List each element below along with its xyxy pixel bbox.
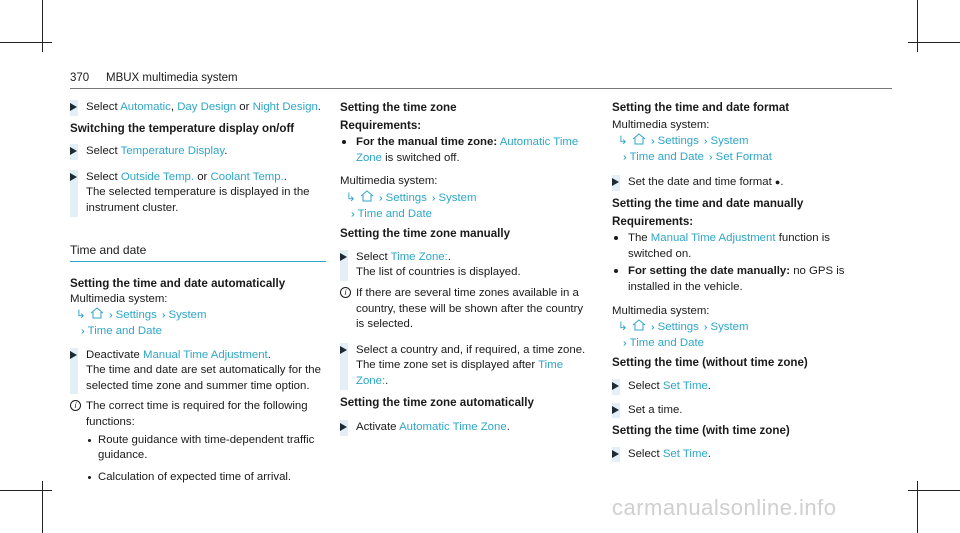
requirement-item: For the manual time zone: Automatic Time Zone is switched off. — [340, 135, 594, 166]
arrow-icon — [612, 382, 619, 390]
chevron-right-icon: ›› — [379, 192, 380, 204]
link-manual-time-adjustment[interactable]: Manual Time Adjustment — [142, 348, 268, 361]
link-set-time[interactable]: Set Time — [662, 379, 708, 392]
section-title: Time and date — [70, 242, 147, 257]
chevron-right-icon: ›› — [703, 136, 705, 148]
chevron-right-icon: ›› — [703, 322, 705, 334]
watermark: carmanualsonline.info — [612, 495, 837, 520]
path-system[interactable]: System — [710, 321, 749, 334]
radio-dot-icon: ● — [774, 177, 781, 188]
instruction-step: Select Set Time. — [612, 379, 868, 395]
multimedia-label: Multimedia system: — [612, 118, 710, 131]
menu-path — [612, 133, 868, 165]
link-manual-time-adjustment[interactable]: Manual Time Adjustment — [650, 232, 776, 245]
home-icon[interactable] — [360, 190, 374, 202]
column-2 — [340, 100, 594, 441]
link-set-time[interactable]: Set Time — [662, 447, 708, 460]
page-number: 370 — [70, 72, 90, 84]
arrow-icon — [70, 351, 77, 359]
path-set-format[interactable]: Set Format — [715, 150, 772, 163]
crop-mark — [42, 0, 43, 52]
menu-path — [612, 319, 868, 351]
link-time-zone[interactable]: Time Zone: — [390, 250, 448, 263]
path-settings[interactable]: Settings — [385, 191, 427, 204]
arrow-icon — [612, 406, 619, 414]
section-header — [70, 243, 326, 263]
chevron-right-icon: ›› — [708, 151, 710, 163]
step-result: The selected temperature is displayed in the instrument cluster. — [86, 186, 310, 214]
link-night-design[interactable]: Night Design — [252, 101, 318, 113]
crop-mark — [0, 42, 52, 43]
heading-time-zone: Setting the time zone — [340, 101, 457, 114]
crop-mark — [917, 0, 918, 52]
return-arrow-icon: ↳ — [618, 135, 628, 148]
multimedia-label: Multimedia system: — [612, 304, 710, 317]
heading-temperature-display: Switching the temperature display on/off — [70, 121, 295, 135]
chevron-right-icon: ›› — [651, 136, 652, 148]
path-time-date[interactable]: Time and Date — [357, 207, 432, 220]
return-arrow-icon: ↳ — [76, 309, 86, 322]
heading-zone-auto: Setting the time zone automatically — [340, 395, 534, 409]
info-icon: i — [340, 287, 351, 298]
heading-date-format: Setting the time and date format — [612, 101, 790, 114]
chevron-right-icon: ›› — [623, 337, 624, 349]
path-time-date[interactable]: Time and Date — [87, 324, 162, 337]
list-item: Calculation of expected time of arrival. — [86, 470, 326, 486]
instruction-step: Select Temperature Display. — [70, 144, 326, 160]
arrow-icon — [340, 253, 347, 261]
link-automatic-time-zone[interactable]: Automatic Time Zone — [356, 136, 579, 164]
instruction-step: Select Time Zone:. The list of countries is displayed. — [340, 250, 594, 281]
path-system[interactable]: System — [710, 135, 749, 148]
arrow-icon — [70, 147, 77, 155]
arrow-icon — [612, 178, 619, 186]
multimedia-label: Multimedia system: — [70, 292, 168, 305]
link-coolant-temp[interactable]: Coolant Temp. — [210, 170, 284, 183]
path-settings[interactable]: Settings — [657, 321, 699, 334]
instruction-step: Deactivate Manual Time Adjustment. The time and date are set automatically for the selected time zone and summer time option. — [70, 348, 326, 395]
heading-time-with-zone: Setting the time (with time zone) — [612, 424, 790, 438]
step-result: The list of countries is displayed. — [356, 266, 521, 279]
instruction-step: Activate Automatic Time Zone. — [340, 420, 594, 436]
link-automatic[interactable]: Automatic — [120, 101, 171, 113]
path-system[interactable]: System — [438, 191, 477, 204]
requirement-item: For setting the date manually: no GPS is installed in the vehicle. — [612, 264, 868, 295]
info-icon: i — [70, 400, 81, 411]
page-header — [70, 70, 892, 89]
path-system[interactable]: System — [168, 309, 207, 322]
instruction-step: Set the date and time format ●. — [612, 175, 868, 191]
return-arrow-icon: ↳ — [618, 321, 628, 334]
list-item: Route guidance with time-dependent traffic guidance. — [86, 433, 326, 464]
chevron-right-icon: ›› — [161, 310, 163, 322]
instruction-step: Select a country and, if required, a time zone. The time zone set is displayed after Time Zone:. — [340, 343, 594, 390]
menu-path — [70, 307, 326, 339]
column-3 — [612, 100, 868, 467]
multimedia-label: Multimedia system: — [340, 175, 438, 188]
link-day-design[interactable]: Day Design — [177, 101, 237, 113]
arrow-icon — [612, 450, 619, 458]
chevron-right-icon: ›› — [109, 310, 110, 322]
heading-time-no-zone: Setting the time (without time zone) — [612, 356, 808, 370]
path-time-date[interactable]: Time and Date — [629, 336, 704, 349]
instruction-step: Select Set Time. — [612, 447, 868, 463]
link-time-zone[interactable]: Time Zone: — [356, 359, 564, 387]
info-note: i If there are several time zones available in a country, these will be shown after the country is selected. — [340, 286, 594, 333]
instruction-step: Select Outside Temp. or Coolant Temp.. The selected temperature is displayed in the instrument cluster. — [70, 170, 326, 217]
arrow-icon — [70, 173, 77, 181]
link-outside-temp[interactable]: Outside Temp. — [120, 170, 195, 183]
chevron-right-icon: ›› — [431, 192, 433, 204]
requirement-item: The Manual Time Adjustment function is switched on. — [612, 231, 868, 262]
return-arrow-icon: ↳ — [346, 191, 356, 204]
chevron-right-icon: ›› — [623, 151, 624, 163]
heading-zone-manual: Setting the time zone manually — [340, 227, 511, 241]
info-note: i The correct time is required for the following functions: Route guidance with time-dependent traffic guidance. Calculation of expected time of arrival. — [70, 399, 326, 485]
arrow-icon — [340, 423, 347, 431]
instruction-step: Select Automatic, Day Design or Night Design. — [70, 100, 326, 116]
path-settings[interactable]: Settings — [115, 309, 157, 322]
crop-mark — [908, 490, 960, 491]
crop-mark — [908, 42, 960, 43]
requirements-label: Requirements: — [340, 118, 422, 132]
heading-auto-time: Setting the time and date automatically — [70, 277, 286, 291]
chevron-right-icon: ›› — [81, 325, 82, 337]
column-1 — [70, 100, 326, 488]
path-settings[interactable]: Settings — [657, 135, 699, 148]
chevron-right-icon: ›› — [351, 208, 352, 220]
path-time-date[interactable]: Time and Date — [629, 150, 704, 163]
chevron-right-icon: ›› — [651, 322, 652, 334]
home-icon[interactable] — [90, 307, 104, 319]
crop-mark — [0, 490, 52, 491]
home-icon[interactable] — [632, 319, 646, 331]
heading-date-manual: Setting the time and date manually — [612, 196, 804, 210]
crop-mark — [42, 481, 43, 533]
home-icon[interactable] — [632, 133, 646, 145]
requirements-label: Requirements: — [612, 214, 694, 228]
arrow-icon — [70, 103, 77, 111]
crop-mark — [917, 481, 918, 533]
link-temperature-display[interactable]: Temperature Display — [120, 145, 225, 158]
arrow-icon — [340, 346, 347, 354]
link-automatic-time-zone[interactable]: Automatic Time Zone — [399, 421, 507, 434]
menu-path — [340, 190, 594, 222]
instruction-step: Set a time. — [612, 403, 868, 419]
step-result: The time and date are set automatically for the selected time zone and summer time option. — [86, 364, 321, 392]
page-title: MBUX multimedia system — [106, 72, 238, 84]
